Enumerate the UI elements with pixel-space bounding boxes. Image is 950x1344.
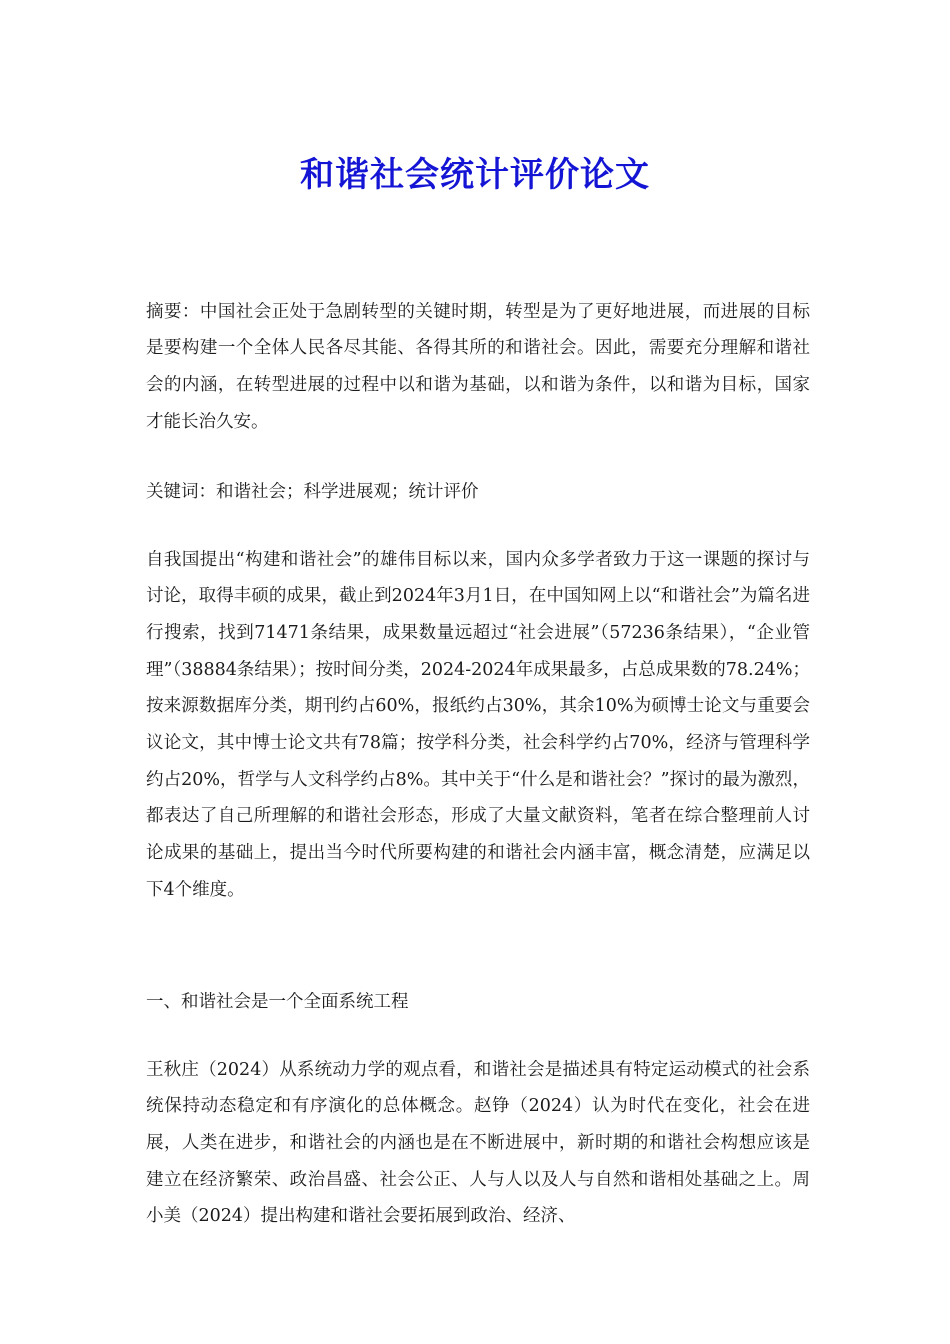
- document-title: 和谐社会统计评价论文: [300, 154, 650, 195]
- keywords-paragraph: 关键词：和谐社会；科学进展观；统计评价: [146, 481, 479, 502]
- intro-paragraph: 自我国提出“构建和谐社会”的雄伟目标以来，国内众多学者致力于这一课题的探讨与讨论，取得丰硕的成果，截止到2024年3月1日，在中国知网上以“和谐社会”为篇名进行搜索，找到71471条结果，成果数量远超过“社会进展”（57236条结果），“企业管理”（38884条结果）；按时间分类，2024-2024年成果最多，占总成果数的78.24%；按来源数据库分类，期刊约占60%，报纸约占30%，其余10%为硕博士论文与重要会议论文，其中博士论文共有78篇；按学科分类，社会科学约占70%，经济与管理科学约占20%，哲学与人文科学约占8%。其中关于“什么是和谐社会？”探讨的最为激烈，都表达了自己所理解的和谐社会形态，形成了大量文献资料，笔者在综合整理前人讨论成果的基础上，提出当今时代所要构建的和谐社会内涵丰富，概念清楚，应满足以下4个维度。: [146, 549, 810, 900]
- section-heading: 一、和谐社会是一个全面系统工程: [146, 991, 409, 1012]
- abstract-paragraph: 摘要：中国社会正处于急剧转型的关键时期，转型是为了更好地进展，而进展的目标是要构建一个全体人民各尽其能、各得其所的和谐社会。因此，需要充分理解和谐社会的内涵，在转型进展的过程中以和谐为基础，以和谐为条件，以和谐为目标，国家才能长治久安。: [146, 301, 810, 432]
- section-paragraph: 王秋庄（2024）从系统动力学的观点看，和谐社会是描述具有特定运动模式的社会系统保持动态稳定和有序演化的总体概念。赵铮（2024）认为时代在变化，社会在进展，人类在进步，和谐社会的内涵也是在不断进展中，新时期的和谐社会构想应该是建立在经济繁荣、政治昌盛、社会公正、人与人以及人与自然和谐相处基础之上。周小美（2024）提出构建和谐社会要拓展到政治、经济、: [146, 1059, 810, 1227]
